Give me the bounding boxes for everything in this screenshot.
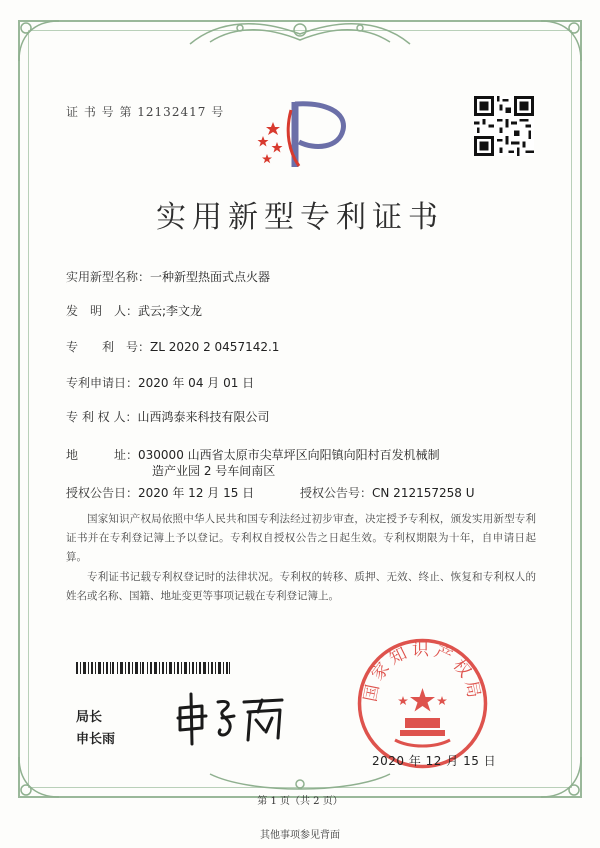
grant-date-label: 授权公告日： [66, 486, 139, 500]
top-right-corner-ornament [536, 16, 586, 66]
page-number: 第 1 页（共 2 页） [257, 796, 343, 807]
signatory-name: 申长雨 [76, 732, 116, 747]
top-left-corner-ornament [14, 16, 64, 66]
address-line-1: 030000 山西省太原市尖草坪区向阳镇向阳村百发机械制 [138, 448, 440, 462]
patent-number-label: 专 利 号： [66, 340, 151, 354]
address-row-2 [152, 462, 275, 479]
patent-number-value: ZL 2020 2 0457142.1 [150, 340, 280, 354]
inventor-label: 发 明 人： [66, 304, 139, 318]
grant-number-value: CN 212157258 U [372, 486, 475, 500]
footer-note: 其他事项参见背面 [260, 830, 340, 841]
patent-number-row [66, 338, 279, 355]
inventor-value: 武云;李文龙 [138, 304, 203, 318]
name-value: 一种新型热面式点火器 [150, 270, 271, 284]
signatory-title: 局长 [76, 710, 103, 725]
certificate-number-suffix: 号 [211, 105, 225, 119]
grant-number-row [300, 484, 475, 501]
cnipa-logo-icon [255, 92, 350, 172]
paragraph-grant-notice: 国家知识产权局依照中华人民共和国专利法经过初步审查，决定授予专利权，颁发实用新型专利证书并在专利登记簿上予以登记。专利权自授权公告之日起生效。专利权期限为十年，自申请日起算。 [66, 513, 536, 563]
inventor-row [66, 302, 202, 319]
seal-text: 国家知识产权局 [360, 640, 485, 704]
owner-row [66, 408, 269, 425]
address-row [66, 446, 440, 463]
address-line-2: 造产业园 2 号车间南区 [152, 464, 276, 478]
paragraph-legal-status: 专利证书记载专利权登记时的法律状况。专利权的转移、质押、无效、终止、恢复和专利权人的姓名或名称、国籍、地址变更等事项记载在专利登记簿上。 [66, 571, 536, 602]
official-seal-icon [355, 636, 490, 771]
certificate-number-label: 证 书 号 第 [66, 105, 133, 119]
filing-date-label: 专利申请日： [66, 376, 139, 390]
seal-date: 2020 年 12 月 15 日 [372, 754, 497, 768]
name-label: 实用新型名称： [66, 270, 151, 284]
grant-date-row [66, 484, 254, 501]
certificate-title: 实用新型专利证书 [156, 200, 444, 235]
grant-number-label: 授权公告号： [300, 486, 373, 500]
barcode-icon [76, 662, 230, 674]
filing-date-row [66, 374, 254, 391]
address-label: 地 址： [66, 448, 139, 462]
name-row [66, 268, 270, 285]
handwritten-signature [172, 688, 290, 748]
filing-date-value: 2020 年 04 月 01 日 [138, 376, 255, 390]
owner-value: 山西鸿泰来科技有限公司 [137, 410, 270, 424]
qr-code-icon [474, 96, 534, 156]
certificate-number-value: 12132417 [137, 105, 207, 119]
top-floral-ornament [180, 14, 420, 54]
certificate-number [66, 103, 224, 120]
grant-date-value: 2020 年 12 月 15 日 [138, 486, 255, 500]
owner-label: 专 利 权 人： [66, 410, 138, 424]
